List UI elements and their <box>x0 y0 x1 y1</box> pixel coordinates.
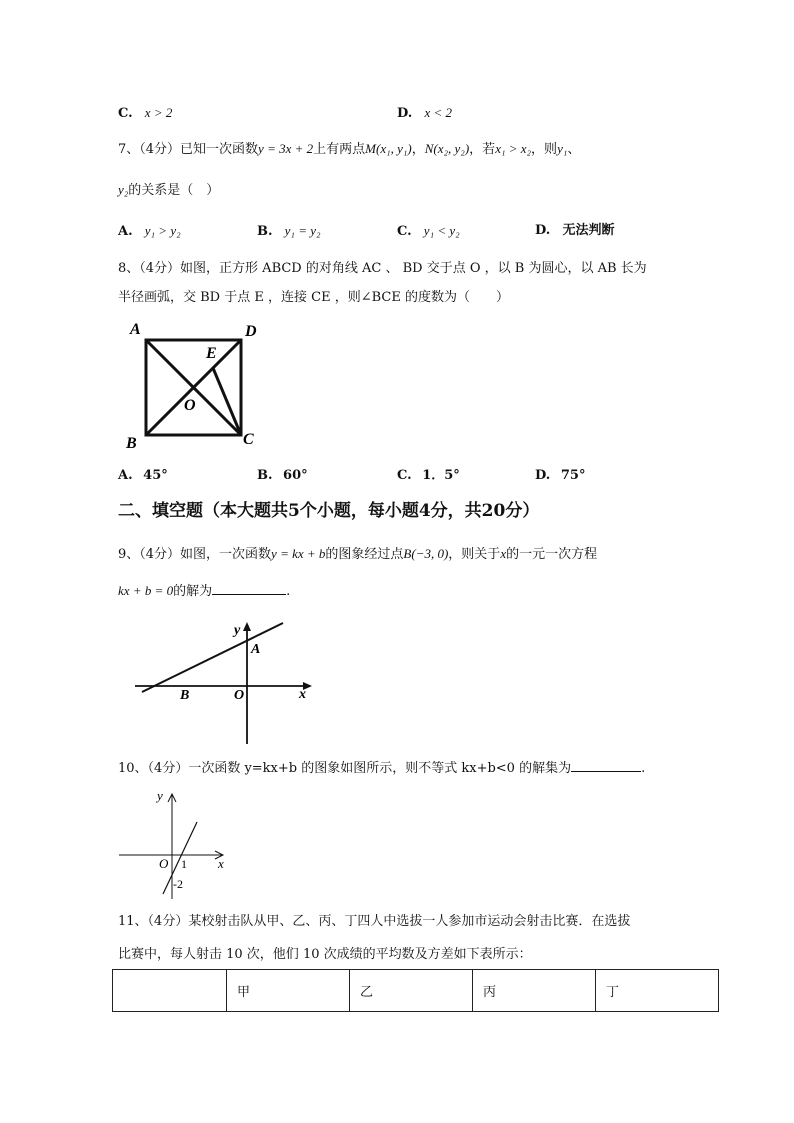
q8-option-d-value: 75° <box>560 468 586 483</box>
q8-option-a-label: A. <box>118 468 133 483</box>
q8-option-d <box>535 467 585 485</box>
q6-option-c <box>118 104 172 123</box>
segment-ce <box>213 368 241 435</box>
q7-sep: 、 <box>567 142 581 157</box>
q11-stem-line2: 比赛中，每人射击 10 次，他们 10 次成绩的平均数及方差如下表所示： <box>118 947 532 962</box>
label-x: x <box>218 856 224 871</box>
label-b: B <box>126 435 137 452</box>
label-minus-two: -2 <box>173 877 183 891</box>
q9-line1d: 的一元一次方程 <box>506 547 598 562</box>
table-header-row <box>113 970 719 1012</box>
q7-y1: y₁ <box>557 141 568 156</box>
q6-option-c-expr: x > 2 <box>144 105 173 120</box>
table-header-cell-jia: 甲 <box>227 970 350 1012</box>
q10-answer-blank[interactable] <box>571 759 641 772</box>
q7-func: y = 3x + 2 <box>258 141 314 156</box>
table-header-cell-bing: 丙 <box>473 970 596 1012</box>
q7-point-n: N(x₂, y₂) <box>424 141 470 156</box>
q7-mid1: 上有两点 <box>313 142 366 157</box>
label-o: O <box>159 856 169 871</box>
q7-comma: ， <box>411 142 425 157</box>
table-header-cell-empty <box>113 970 227 1012</box>
q8-option-c-value: 1．5° <box>422 468 460 483</box>
q11-stem-line1: 11、（4分）某校射击队从甲、乙、丙、丁四人中选拔一人参加市运动会射击比赛．在选拔 <box>118 914 631 929</box>
label-c: C <box>243 431 254 448</box>
q7-option-d-label: D. <box>535 223 551 238</box>
q9-func: y = kx + b <box>271 546 326 561</box>
q10-graph-figure <box>115 786 235 904</box>
q6-option-d-label: D. <box>397 106 413 121</box>
q7-option-a-expr: y₁ > y₂ <box>144 223 181 238</box>
q7-option-b-expr: y₁ = y₂ <box>284 223 321 238</box>
q7-mid2: ，若 <box>469 142 496 157</box>
q10-stem <box>118 759 645 778</box>
q9-var: x <box>500 546 507 561</box>
q9-answer-blank[interactable] <box>212 582 286 595</box>
label-e: E <box>206 345 217 362</box>
q8-option-b <box>257 467 308 485</box>
q7-y2: y₂ <box>118 182 129 197</box>
q8-option-c <box>397 467 460 485</box>
q8-stem-line2: 半径画弧，交 BD 于点 E ，连接 CE ，则∠BCE 的度数为（ ） <box>118 290 509 305</box>
q8-option-a <box>118 467 168 485</box>
q9-equation: kx + b = 0 <box>118 583 174 598</box>
q8-option-d-label: D. <box>535 468 551 483</box>
q7-option-d <box>535 222 615 240</box>
q9-stem-line2 <box>118 582 290 601</box>
q6-option-d <box>397 104 452 123</box>
q6-option-d-expr: x < 2 <box>424 105 453 120</box>
q8-option-c-label: C. <box>397 468 412 483</box>
q9-graph-figure <box>130 617 320 747</box>
q7-stem-line1 <box>118 140 580 159</box>
q9-point: B(−3, 0) <box>403 546 449 561</box>
q7-option-b-label: B. <box>257 224 273 239</box>
q7-option-c <box>397 222 460 241</box>
q9-line1c: ，则关于 <box>448 547 501 562</box>
q7-point-m: M(x₁, y₁) <box>365 141 412 156</box>
q9-line1b: 的图象经过点 <box>325 547 404 562</box>
q6-option-c-label: C. <box>118 106 133 121</box>
y-axis-arrow <box>243 622 251 631</box>
function-line <box>142 623 283 692</box>
q8-stem-line1: 8、（4分）如图，正方形 ABCD 的对角线 AC 、 BD 交于点 O ，以 B 为圆心，以 AB 长为 <box>118 261 647 276</box>
label-a: A <box>130 321 141 338</box>
label-o: O <box>234 688 245 703</box>
label-d: D <box>245 323 257 340</box>
q11-score-table <box>112 969 719 1012</box>
q7-cond: x₁ > x₂ <box>495 141 532 156</box>
q7-option-a <box>118 222 181 241</box>
q9-line2: 的解为 <box>173 584 213 599</box>
q10-end: . <box>641 761 646 776</box>
label-o: O <box>184 397 196 414</box>
label-b: B <box>180 688 190 703</box>
q7-prefix: 7、（4分）已知一次函数 <box>118 142 259 157</box>
table-header-cell-yi: 乙 <box>350 970 473 1012</box>
q7-line2: 的关系是（ ） <box>128 183 220 198</box>
label-a: A <box>251 642 261 657</box>
q8-square-figure <box>118 318 268 454</box>
q9-line1a: 9、（4分）如图，一次函数 <box>118 547 272 562</box>
q7-option-c-expr: y₁ < y₂ <box>423 223 460 238</box>
table-header-cell-ding: 丁 <box>596 970 719 1012</box>
label-one: 1 <box>181 857 187 871</box>
q9-end: . <box>286 584 291 599</box>
q10-text: 10、（4分）一次函数 y=kx+b 的图象如图所示，则不等式 kx+b<0 的解集为 <box>118 761 572 776</box>
label-y: y <box>157 788 163 803</box>
q8-option-b-label: B. <box>257 468 273 483</box>
q9-stem-line1 <box>118 545 597 564</box>
q8-option-b-value: 60° <box>283 468 308 483</box>
q8-option-a-value: 45° <box>143 468 168 483</box>
q7-option-b <box>257 222 321 241</box>
label-x: x <box>299 687 306 702</box>
q7-option-c-label: C. <box>397 224 412 239</box>
section2-heading: 二、填空题（本大题共5个小题，每小题4分，共20分） <box>118 501 540 521</box>
label-y: y <box>234 623 241 638</box>
q7-stem-line2 <box>118 181 219 200</box>
q7-mid3: ，则 <box>531 142 558 157</box>
q7-option-d-expr: 无法判断 <box>562 223 615 238</box>
q7-option-a-label: A. <box>118 224 133 239</box>
